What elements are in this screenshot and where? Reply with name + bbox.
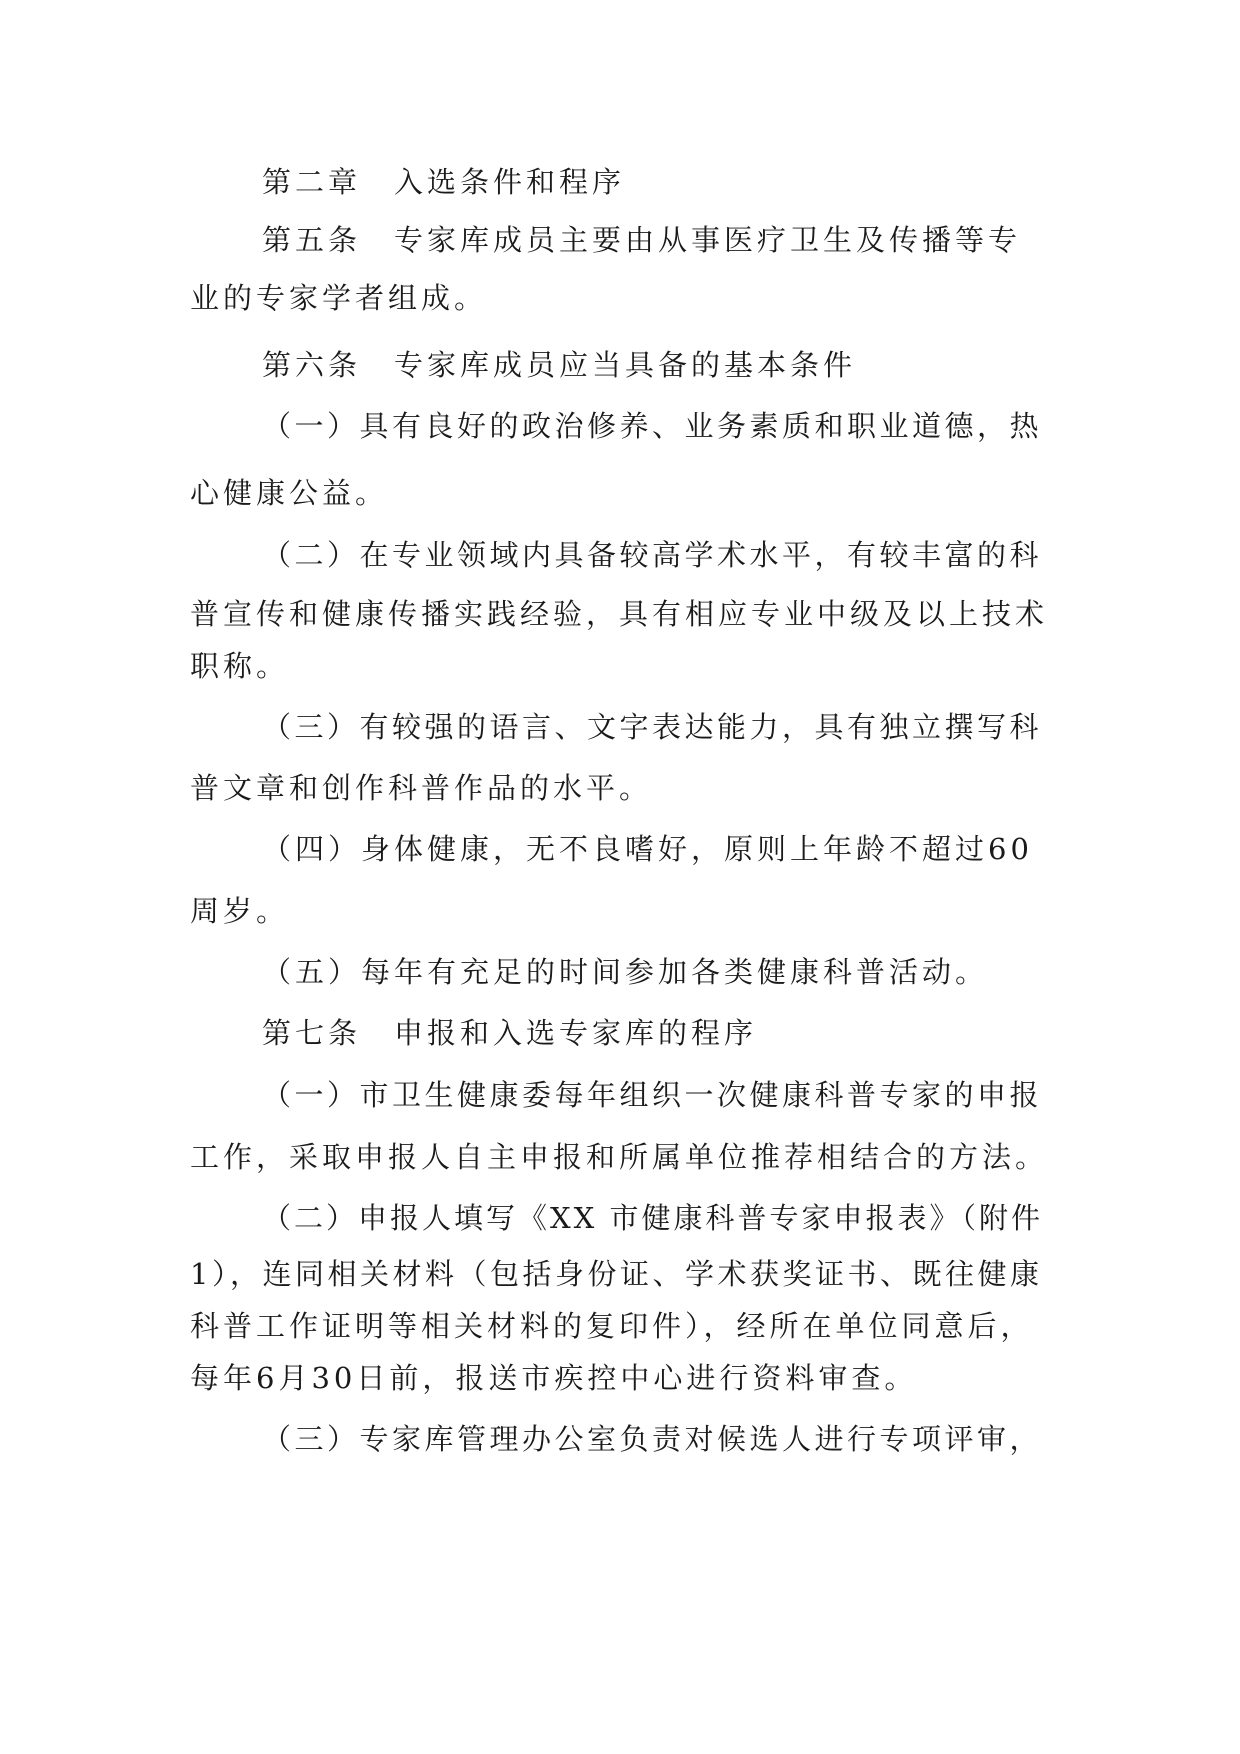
clause-6-2-line-3: 职称。 [190, 649, 290, 683]
clause-6-2-line-1: （二）在专业领域内具备较高学术水平，有较丰富的科 [262, 538, 1043, 572]
clause-6-4-line-1: （四）身体健康，无不良嗜好，原则上年龄不超过60 [262, 832, 1033, 866]
article-5-line-1: 第五条 专家库成员主要由从事医疗卫生及传播等专 [262, 223, 1022, 257]
clause-6-2-line-2: 普宣传和健康传播实践经验，具有相应专业中级及以上技术 [190, 597, 1049, 631]
clause-6-1-line-2: 心健康公益。 [190, 476, 389, 510]
clause-7-1-line-1: （一）市卫生健康委每年组织一次健康科普专家的申报 [262, 1078, 1043, 1112]
clause-7-1-line-2: 工作，采取申报人自主申报和所属单位推荐相结合的方法。 [190, 1140, 1049, 1174]
clause-6-1-line-1: （一）具有良好的政治修养、业务素质和职业道德，热 [262, 409, 1043, 443]
clause-6-3-line-1: （三）有较强的语言、文字表达能力，具有独立撰写科 [262, 710, 1043, 744]
clause-7-2-line-1: （二）申报人填写《XX 市健康科普专家申报表》（附件 [262, 1201, 1044, 1235]
clause-6-3-line-2: 普文章和创作科普作品的水平。 [190, 771, 653, 805]
clause-7-2-line-4: 每年6月30日前，报送市疾控中心进行资料审查。 [190, 1361, 918, 1395]
article-6-heading: 第六条 专家库成员应当具备的基本条件 [262, 348, 857, 382]
chapter-heading: 第二章 入选条件和程序 [262, 165, 626, 199]
clause-7-2-line-2: 1），连同相关材料（包括身份证、学术获奖证书、既往健康 [190, 1257, 1043, 1291]
clause-7-2-line-3: 科普工作证明等相关材料的复印件），经所在单位同意后， [190, 1309, 1034, 1343]
article-5-line-2: 业的专家学者组成。 [190, 281, 488, 315]
article-7-heading: 第七条 申报和入选专家库的程序 [262, 1016, 758, 1050]
clause-6-4-line-2: 周岁。 [190, 894, 290, 928]
clause-6-5: （五）每年有充足的时间参加各类健康科普活动。 [262, 955, 989, 989]
clause-7-3-line-1: （三）专家库管理办公室负责对候选人进行专项评审， [262, 1422, 1043, 1456]
